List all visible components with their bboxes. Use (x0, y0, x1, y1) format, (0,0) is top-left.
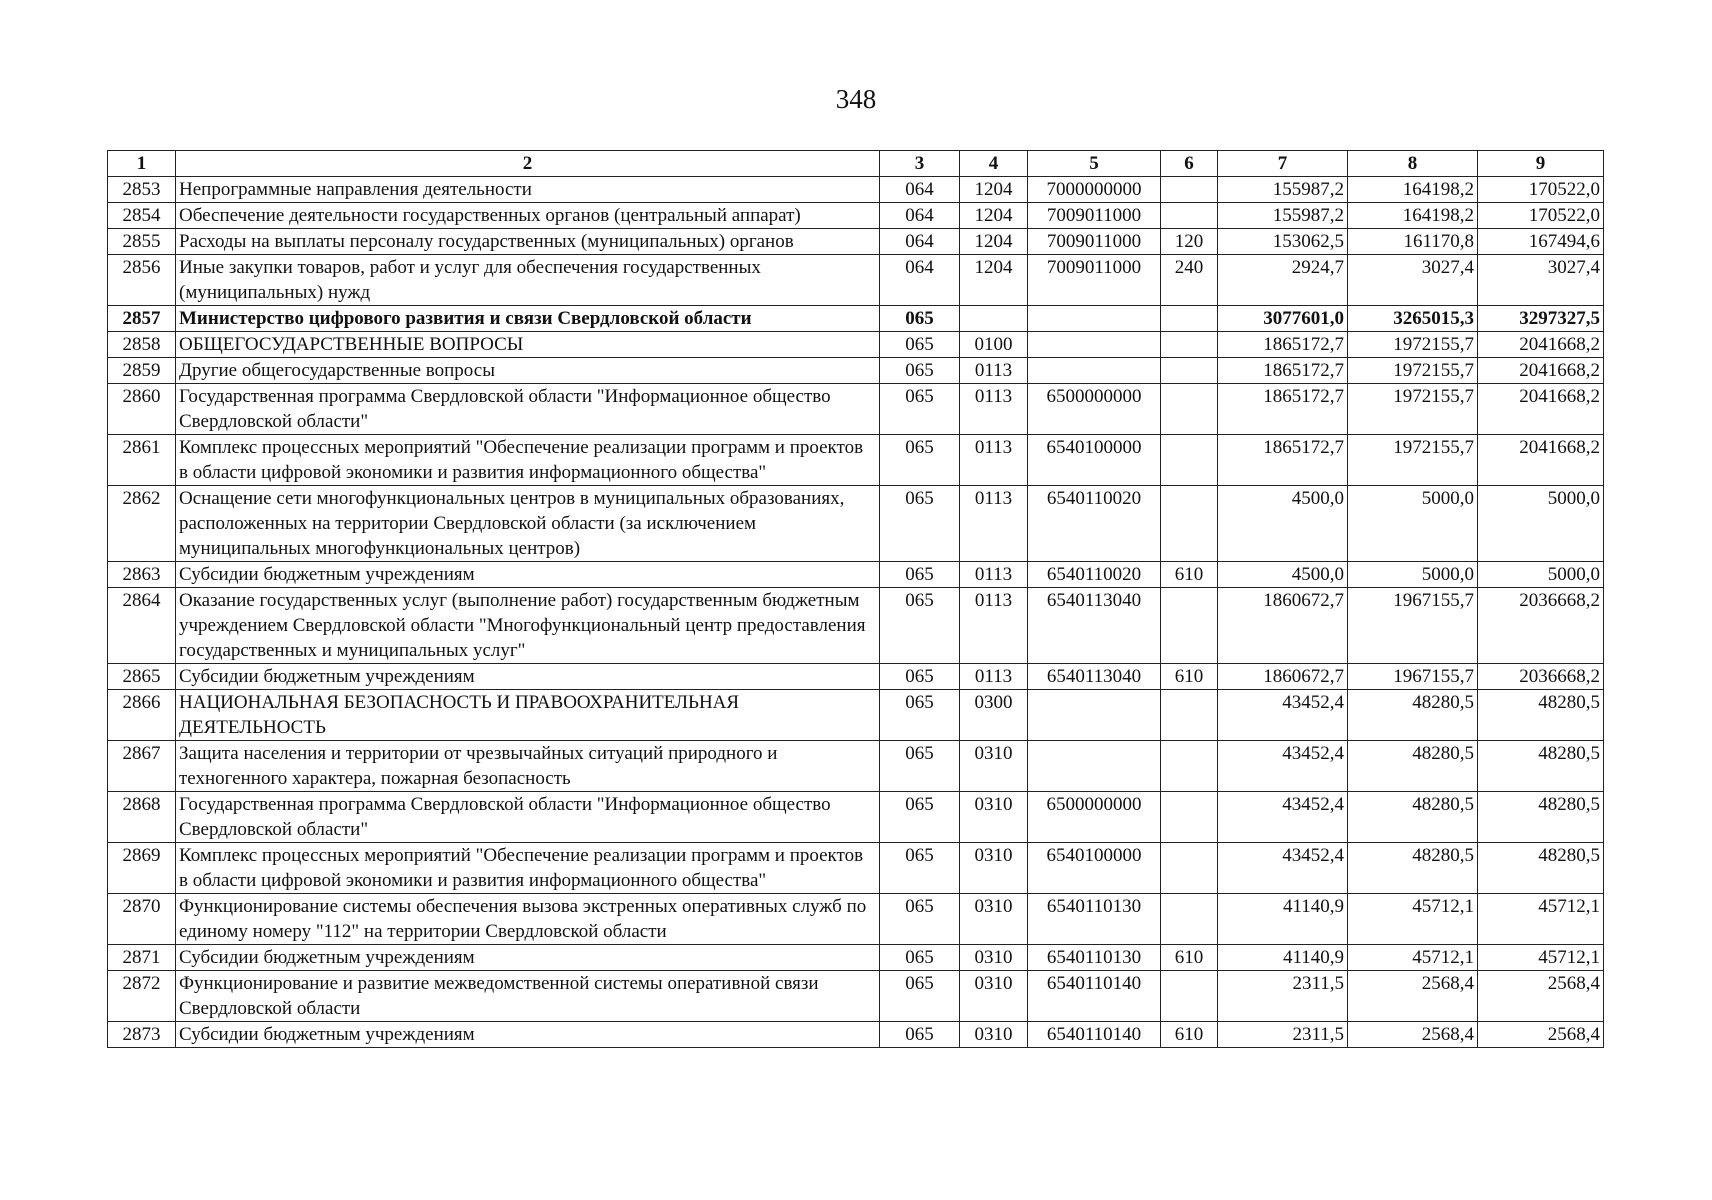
target-article-code: 6540110130 (1028, 894, 1161, 945)
amount-col-7: 43452,4 (1218, 843, 1348, 894)
column-header: 7 (1218, 151, 1348, 177)
amount-col-9: 2036668,2 (1478, 664, 1604, 690)
row-number: 2856 (108, 255, 176, 306)
column-header: 1 (108, 151, 176, 177)
amount-col-8: 48280,5 (1348, 690, 1478, 741)
column-header: 5 (1028, 151, 1161, 177)
expense-type-code (1161, 435, 1218, 486)
table-row (108, 741, 1604, 792)
target-article-code: 7009011000 (1028, 203, 1161, 229)
amount-col-9: 3027,4 (1478, 255, 1604, 306)
amount-col-7: 1860672,7 (1218, 588, 1348, 664)
row-name: Функционирование и развитие межведомственной системы оперативной связи Свердловской области (176, 971, 880, 1022)
chapter-code: 065 (880, 971, 960, 1022)
table-row (108, 945, 1604, 971)
amount-col-7: 1865172,7 (1218, 384, 1348, 435)
chapter-code: 065 (880, 306, 960, 332)
chapter-code: 064 (880, 229, 960, 255)
target-article-code: 6540100000 (1028, 843, 1161, 894)
amount-col-8: 1972155,7 (1348, 384, 1478, 435)
amount-col-7: 155987,2 (1218, 203, 1348, 229)
amount-col-7: 2924,7 (1218, 255, 1348, 306)
amount-col-8: 1967155,7 (1348, 664, 1478, 690)
amount-col-7: 4500,0 (1218, 562, 1348, 588)
amount-col-8: 45712,1 (1348, 945, 1478, 971)
section-code: 0113 (960, 664, 1028, 690)
table-row (108, 306, 1604, 332)
amount-col-7: 1865172,7 (1218, 435, 1348, 486)
amount-col-8: 164198,2 (1348, 177, 1478, 203)
row-number: 2866 (108, 690, 176, 741)
row-number: 2857 (108, 306, 176, 332)
expense-type-code: 610 (1161, 664, 1218, 690)
chapter-code: 065 (880, 332, 960, 358)
target-article-code: 6540110020 (1028, 562, 1161, 588)
row-name: Субсидии бюджетным учреждениям (176, 1022, 880, 1048)
amount-col-8: 48280,5 (1348, 843, 1478, 894)
table-row (108, 792, 1604, 843)
row-name: Расходы на выплаты персоналу государственных (муниципальных) органов (176, 229, 880, 255)
row-name: Субсидии бюджетным учреждениям (176, 945, 880, 971)
target-article-code (1028, 306, 1161, 332)
expense-type-code (1161, 486, 1218, 562)
target-article-code: 6500000000 (1028, 384, 1161, 435)
section-code: 0310 (960, 971, 1028, 1022)
expense-type-code (1161, 588, 1218, 664)
target-article-code: 6540113040 (1028, 588, 1161, 664)
chapter-code: 064 (880, 255, 960, 306)
amount-col-9: 48280,5 (1478, 792, 1604, 843)
row-name: Другие общегосударственные вопросы (176, 358, 880, 384)
table-row (108, 664, 1604, 690)
section-code: 0113 (960, 435, 1028, 486)
target-article-code (1028, 332, 1161, 358)
table-body (108, 177, 1604, 1048)
chapter-code: 065 (880, 562, 960, 588)
row-name: НАЦИОНАЛЬНАЯ БЕЗОПАСНОСТЬ И ПРАВООХРАНИТЕЛЬНАЯ ДЕЯТЕЛЬНОСТЬ (176, 690, 880, 741)
chapter-code: 065 (880, 945, 960, 971)
amount-col-9: 48280,5 (1478, 843, 1604, 894)
amount-col-8: 3265015,3 (1348, 306, 1478, 332)
target-article-code: 6540110130 (1028, 945, 1161, 971)
chapter-code: 065 (880, 792, 960, 843)
chapter-code: 065 (880, 741, 960, 792)
amount-col-8: 48280,5 (1348, 741, 1478, 792)
row-number: 2868 (108, 792, 176, 843)
section-code: 1204 (960, 177, 1028, 203)
section-code: 0310 (960, 945, 1028, 971)
row-number: 2864 (108, 588, 176, 664)
amount-col-9: 2036668,2 (1478, 588, 1604, 664)
column-header: 2 (176, 151, 880, 177)
amount-col-7: 3077601,0 (1218, 306, 1348, 332)
expense-type-code (1161, 358, 1218, 384)
amount-col-9: 170522,0 (1478, 177, 1604, 203)
amount-col-8: 164198,2 (1348, 203, 1478, 229)
target-article-code (1028, 741, 1161, 792)
section-code: 0310 (960, 843, 1028, 894)
table-row (108, 203, 1604, 229)
row-number: 2869 (108, 843, 176, 894)
row-name: Функционирование системы обеспечения вызова экстренных оперативных служб по единому номеру "112" на территории Свердловской области (176, 894, 880, 945)
target-article-code: 7009011000 (1028, 255, 1161, 306)
section-code: 0100 (960, 332, 1028, 358)
expense-type-code: 610 (1161, 1022, 1218, 1048)
row-name: Субсидии бюджетным учреждениям (176, 562, 880, 588)
amount-col-8: 2568,4 (1348, 1022, 1478, 1048)
amount-col-9: 48280,5 (1478, 690, 1604, 741)
amount-col-9: 2568,4 (1478, 1022, 1604, 1048)
section-code: 1204 (960, 203, 1028, 229)
row-name: Оснащение сети многофункциональных центров в муниципальных образованиях, расположенных на территории Свердловской области (за исключением муниципальных многофункциональных центров) (176, 486, 880, 562)
amount-col-7: 4500,0 (1218, 486, 1348, 562)
row-number: 2861 (108, 435, 176, 486)
section-code: 0113 (960, 588, 1028, 664)
section-code: 0310 (960, 741, 1028, 792)
table-row (108, 486, 1604, 562)
row-number: 2859 (108, 358, 176, 384)
row-name: Субсидии бюджетным учреждениям (176, 664, 880, 690)
section-code (960, 306, 1028, 332)
section-code: 1204 (960, 229, 1028, 255)
row-name: Защита населения и территории от чрезвычайных ситуаций природного и техногенного характера, пожарная безопасность (176, 741, 880, 792)
column-header: 6 (1161, 151, 1218, 177)
amount-col-8: 1972155,7 (1348, 358, 1478, 384)
row-number: 2873 (108, 1022, 176, 1048)
amount-col-8: 48280,5 (1348, 792, 1478, 843)
expense-type-code (1161, 792, 1218, 843)
table-row (108, 384, 1604, 435)
column-header: 9 (1478, 151, 1604, 177)
target-article-code (1028, 358, 1161, 384)
amount-col-7: 1860672,7 (1218, 664, 1348, 690)
row-name: Министерство цифрового развития и связи Свердловской области (176, 306, 880, 332)
expense-type-code (1161, 690, 1218, 741)
amount-col-8: 1972155,7 (1348, 435, 1478, 486)
amount-col-8: 161170,8 (1348, 229, 1478, 255)
chapter-code: 065 (880, 843, 960, 894)
table-row (108, 588, 1604, 664)
section-code: 0310 (960, 1022, 1028, 1048)
amount-col-7: 41140,9 (1218, 894, 1348, 945)
row-name: Комплекс процессных мероприятий "Обеспечение реализации программ и проектов в области цифровой экономики и развития информационного общества" (176, 435, 880, 486)
row-number: 2867 (108, 741, 176, 792)
amount-col-7: 155987,2 (1218, 177, 1348, 203)
amount-col-8: 5000,0 (1348, 486, 1478, 562)
budget-table (107, 150, 1604, 1048)
chapter-code: 065 (880, 1022, 960, 1048)
section-code: 0113 (960, 562, 1028, 588)
column-header: 8 (1348, 151, 1478, 177)
amount-col-8: 1967155,7 (1348, 588, 1478, 664)
expense-type-code (1161, 741, 1218, 792)
row-number: 2872 (108, 971, 176, 1022)
section-code: 0113 (960, 358, 1028, 384)
section-code: 1204 (960, 255, 1028, 306)
amount-col-7: 43452,4 (1218, 690, 1348, 741)
target-article-code: 7009011000 (1028, 229, 1161, 255)
chapter-code: 064 (880, 177, 960, 203)
row-name: Иные закупки товаров, работ и услуг для обеспечения государственных (муниципальных) нужд (176, 255, 880, 306)
table-row (108, 177, 1604, 203)
amount-col-9: 5000,0 (1478, 486, 1604, 562)
row-number: 2855 (108, 229, 176, 255)
row-name: ОБЩЕГОСУДАРСТВЕННЫЕ ВОПРОСЫ (176, 332, 880, 358)
table-row (108, 435, 1604, 486)
expense-type-code: 240 (1161, 255, 1218, 306)
amount-col-9: 2041668,2 (1478, 435, 1604, 486)
amount-col-9: 2041668,2 (1478, 358, 1604, 384)
expense-type-code: 610 (1161, 562, 1218, 588)
amount-col-9: 2041668,2 (1478, 384, 1604, 435)
column-header: 4 (960, 151, 1028, 177)
expense-type-code: 610 (1161, 945, 1218, 971)
amount-col-7: 1865172,7 (1218, 332, 1348, 358)
section-code: 0310 (960, 792, 1028, 843)
amount-col-9: 45712,1 (1478, 945, 1604, 971)
amount-col-7: 43452,4 (1218, 792, 1348, 843)
section-code: 0300 (960, 690, 1028, 741)
expense-type-code (1161, 843, 1218, 894)
row-number: 2853 (108, 177, 176, 203)
row-number: 2865 (108, 664, 176, 690)
amount-col-7: 1865172,7 (1218, 358, 1348, 384)
table-row (108, 894, 1604, 945)
chapter-code: 065 (880, 384, 960, 435)
amount-col-8: 3027,4 (1348, 255, 1478, 306)
amount-col-9: 5000,0 (1478, 562, 1604, 588)
row-number: 2860 (108, 384, 176, 435)
expense-type-code (1161, 894, 1218, 945)
section-code: 0113 (960, 486, 1028, 562)
table-row (108, 562, 1604, 588)
section-code: 0310 (960, 894, 1028, 945)
table-row (108, 255, 1604, 306)
amount-col-8: 5000,0 (1348, 562, 1478, 588)
expense-type-code (1161, 971, 1218, 1022)
amount-col-9: 2568,4 (1478, 971, 1604, 1022)
expense-type-code (1161, 332, 1218, 358)
target-article-code: 6500000000 (1028, 792, 1161, 843)
amount-col-7: 2311,5 (1218, 1022, 1348, 1048)
amount-col-9: 45712,1 (1478, 894, 1604, 945)
row-name: Непрограммные направления деятельности (176, 177, 880, 203)
chapter-code: 064 (880, 203, 960, 229)
table-row (108, 971, 1604, 1022)
amount-col-7: 153062,5 (1218, 229, 1348, 255)
expense-type-code: 120 (1161, 229, 1218, 255)
table-row (108, 358, 1604, 384)
amount-col-7: 43452,4 (1218, 741, 1348, 792)
row-number: 2871 (108, 945, 176, 971)
amount-col-9: 2041668,2 (1478, 332, 1604, 358)
amount-col-8: 45712,1 (1348, 894, 1478, 945)
expense-type-code (1161, 203, 1218, 229)
row-name: Обеспечение деятельности государственных органов (центральный аппарат) (176, 203, 880, 229)
target-article-code: 6540110140 (1028, 971, 1161, 1022)
row-number: 2862 (108, 486, 176, 562)
target-article-code: 6540113040 (1028, 664, 1161, 690)
table-row (108, 690, 1604, 741)
expense-type-code (1161, 177, 1218, 203)
row-number: 2870 (108, 894, 176, 945)
target-article-code: 6540110140 (1028, 1022, 1161, 1048)
amount-col-8: 2568,4 (1348, 971, 1478, 1022)
table-row (108, 843, 1604, 894)
amount-col-9: 170522,0 (1478, 203, 1604, 229)
target-article-code: 6540100000 (1028, 435, 1161, 486)
expense-type-code (1161, 306, 1218, 332)
row-number: 2858 (108, 332, 176, 358)
expense-type-code (1161, 384, 1218, 435)
chapter-code: 065 (880, 435, 960, 486)
table-row (108, 1022, 1604, 1048)
chapter-code: 065 (880, 894, 960, 945)
row-name: Оказание государственных услуг (выполнение работ) государственным бюджетным учреждением Свердловской области "Многофункциональный центр предоставления государственных и муниципальных услуг" (176, 588, 880, 664)
amount-col-9: 3297327,5 (1478, 306, 1604, 332)
target-article-code: 7000000000 (1028, 177, 1161, 203)
column-header: 3 (880, 151, 960, 177)
target-article-code (1028, 690, 1161, 741)
amount-col-7: 41140,9 (1218, 945, 1348, 971)
chapter-code: 065 (880, 664, 960, 690)
header-row (108, 151, 1604, 177)
amount-col-9: 167494,6 (1478, 229, 1604, 255)
chapter-code: 065 (880, 588, 960, 664)
chapter-code: 065 (880, 358, 960, 384)
row-number: 2863 (108, 562, 176, 588)
target-article-code: 6540110020 (1028, 486, 1161, 562)
row-name: Государственная программа Свердловской области "Информационное общество Свердловской области" (176, 792, 880, 843)
table-row (108, 332, 1604, 358)
page-number: 348 (835, 84, 877, 114)
amount-col-8: 1972155,7 (1348, 332, 1478, 358)
row-number: 2854 (108, 203, 176, 229)
section-code: 0113 (960, 384, 1028, 435)
chapter-code: 065 (880, 486, 960, 562)
amount-col-9: 48280,5 (1478, 741, 1604, 792)
chapter-code: 065 (880, 690, 960, 741)
row-name: Комплекс процессных мероприятий "Обеспечение реализации программ и проектов в области цифровой экономики и развития информационного общества" (176, 843, 880, 894)
row-name: Государственная программа Свердловской области "Информационное общество Свердловской области" (176, 384, 880, 435)
amount-col-7: 2311,5 (1218, 971, 1348, 1022)
table-row (108, 229, 1604, 255)
